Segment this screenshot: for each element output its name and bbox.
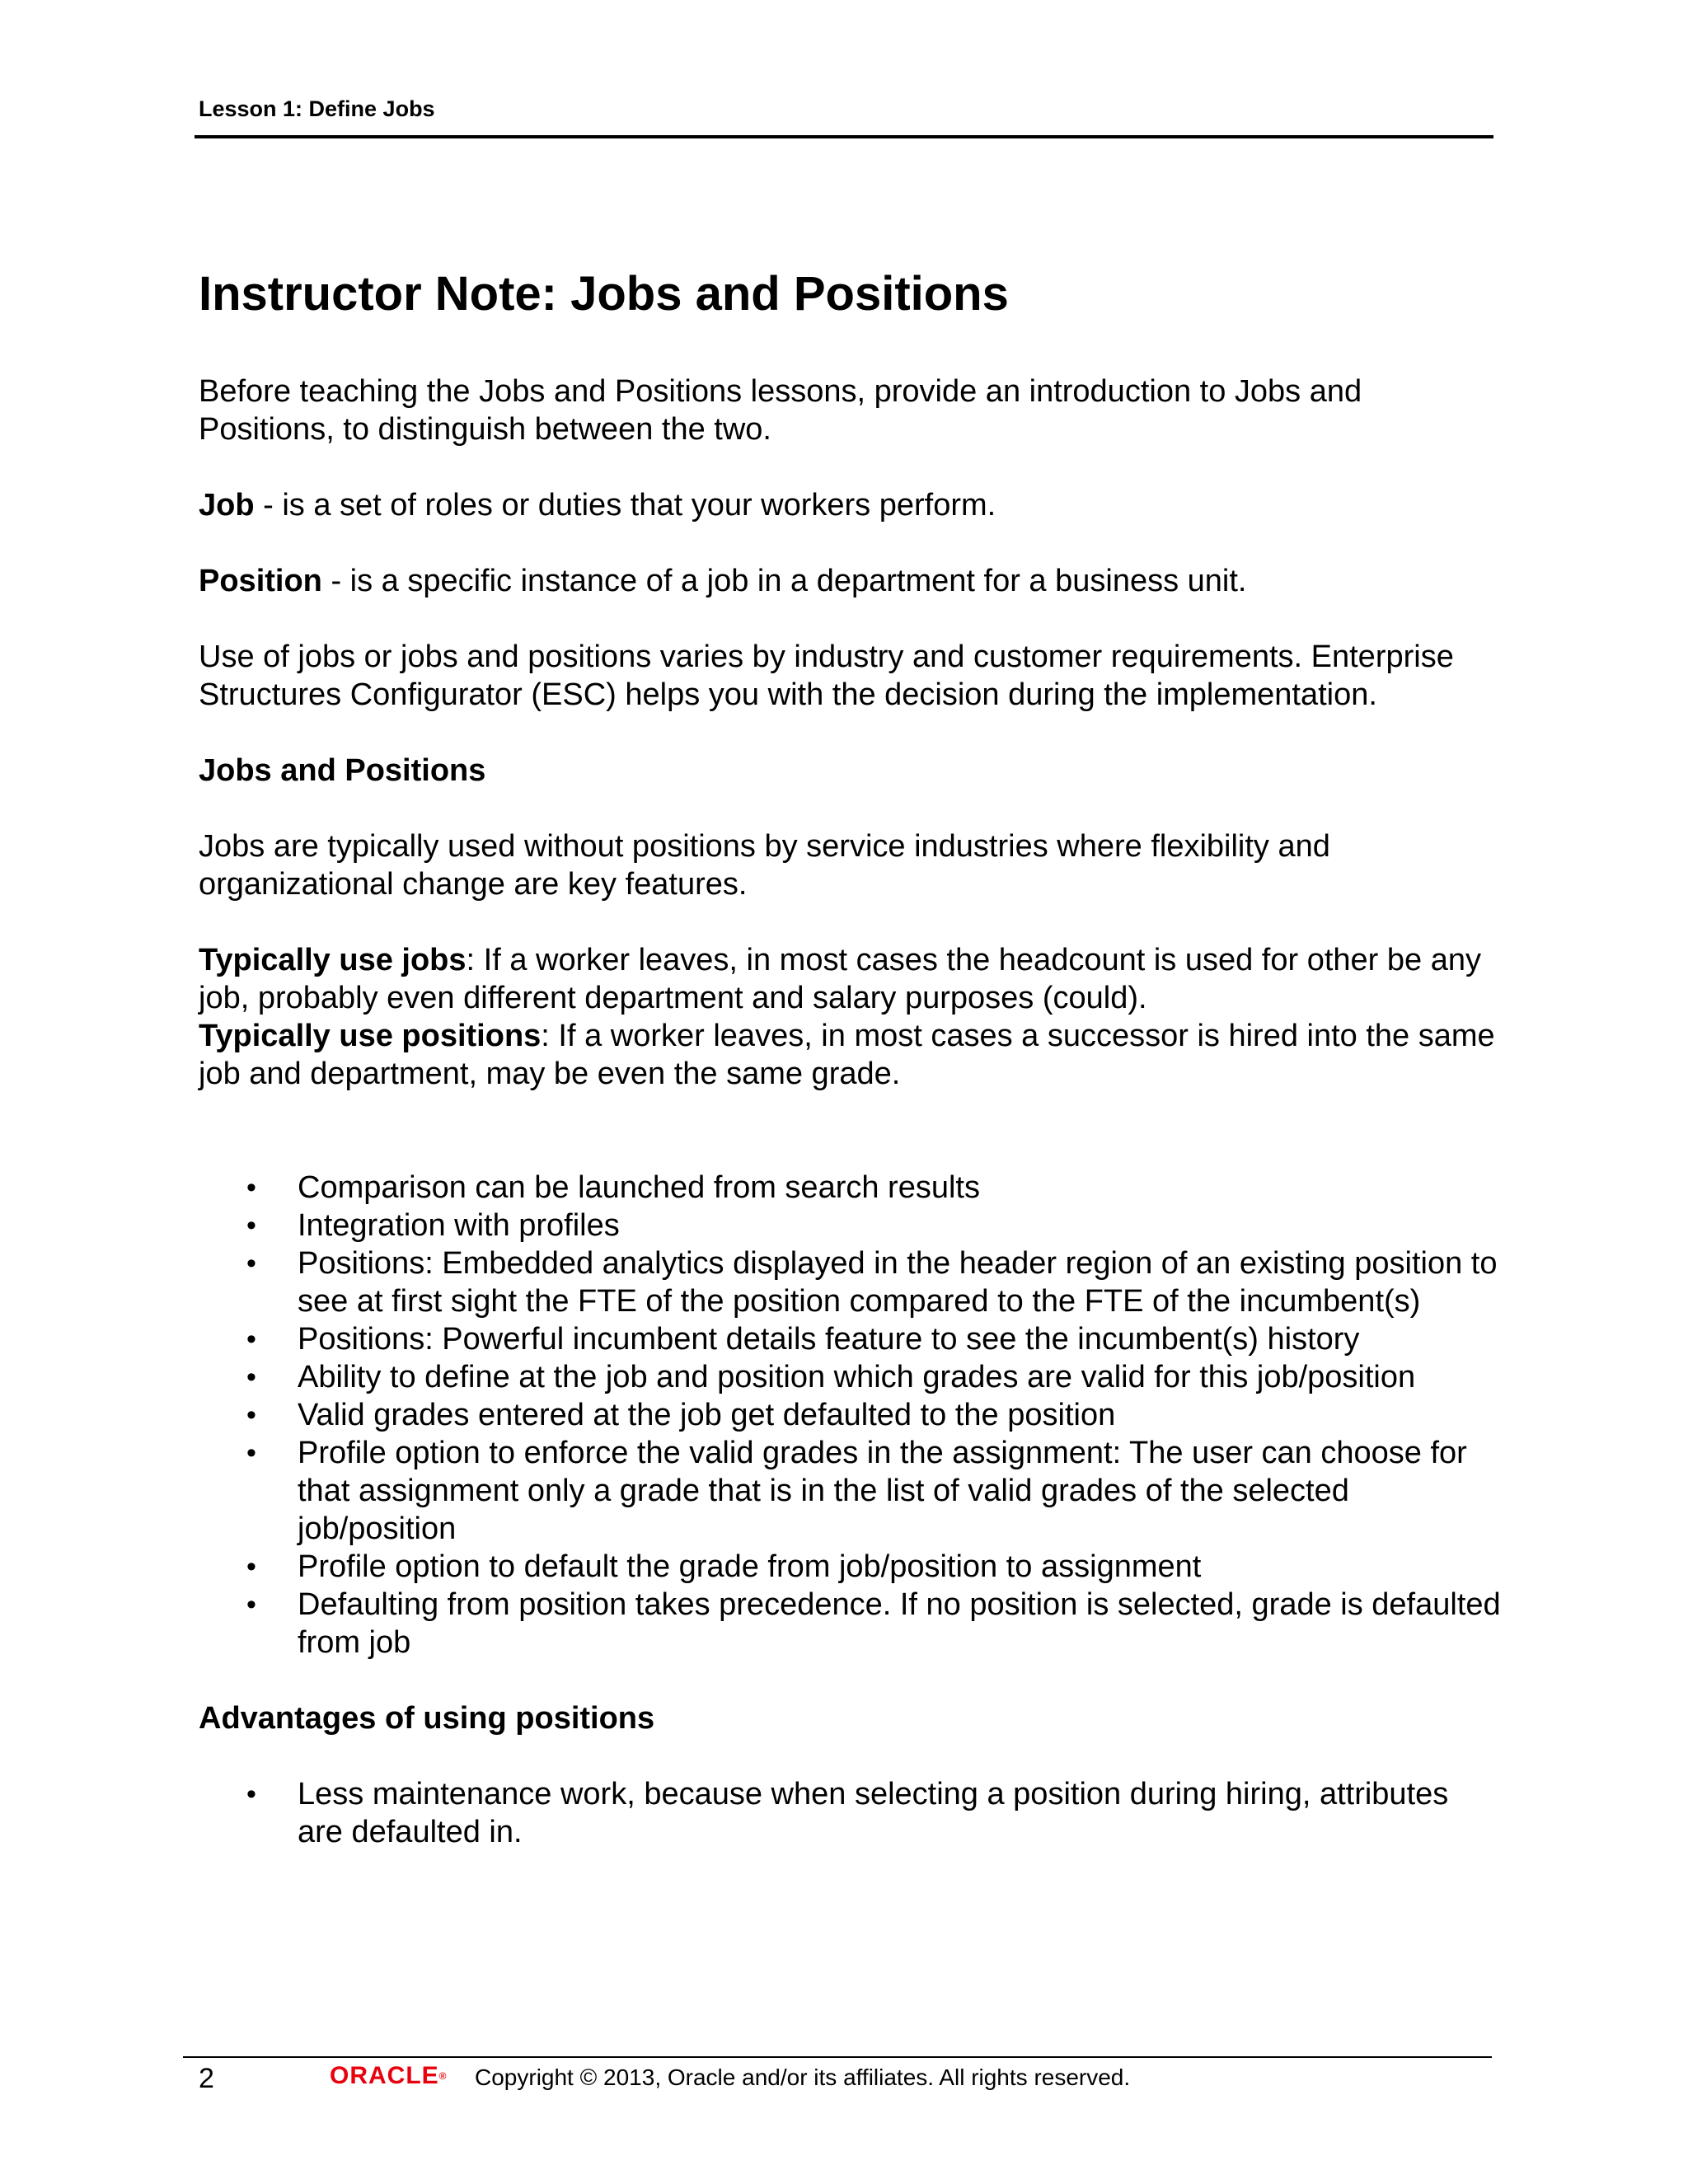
oracle-logo-text: ORACLE [330, 2062, 439, 2089]
list-item: • Valid grades entered at the job get defaulted to the position [199, 1396, 1501, 1434]
typically-use-jobs-term: Typically use jobs [199, 943, 467, 977]
job-definition [199, 486, 1501, 524]
usage-paragraph: Use of jobs or jobs and positions varies by industry and customer requirements. Enterprise Structures Configurator (ESC) helps you with the decision during the implementation. [199, 640, 1454, 712]
typically-use-positions-term: Typically use positions [199, 1019, 542, 1053]
list-item: • Positions: Powerful incumbent details feature to see the incumbent(s) history [199, 1320, 1501, 1358]
typically-use-jobs [199, 941, 1501, 1017]
position-definition-text: - is a specific instance of a job in a department for a business unit. [321, 564, 1247, 598]
jobs-paragraph: Jobs are typically used without positions by service industries where flexibility and organizational change are key features. [199, 829, 1330, 902]
list-item: • Positions: Embedded analytics displayed in the header region of an existing position to see at first sight the FTE of the position compared to the FTE of the incumbent(s) [199, 1244, 1501, 1320]
list-item: • Profile option to enforce the valid grades in the assignment: The user can choose for that assignment only a grade that is in the list of valid grades of the selected job/position [199, 1434, 1501, 1548]
lesson-header: Lesson 1: Define Jobs [199, 96, 435, 121]
list-item: • Defaulting from position takes precedence. If no position is selected, grade is defaulted from job [199, 1586, 1501, 1661]
job-term: Job [199, 488, 255, 523]
section-heading-jobs-and-positions: Jobs and Positions [199, 753, 486, 788]
position-term: Position [199, 564, 322, 598]
typically-use-positions-text: : If a worker leaves, in most cases a successor is hired into the same job and department, may be even the same grade. [199, 1019, 1495, 1091]
typically-use-jobs-text: : If a worker leaves, in most cases the headcount is used for other be any job, probably even different department and salary purposes (could). [199, 943, 1481, 1015]
copyright-notice: Copyright © 2013, Oracle and/or its affiliates. All rights reserved. [475, 2064, 1131, 2090]
page-title: Instructor Note: Jobs and Positions [199, 267, 1009, 321]
registered-mark: ® [438, 2070, 448, 2082]
oracle-logo [330, 2064, 448, 2088]
typically-use-positions [199, 1017, 1501, 1093]
advantages-bullet-list [199, 1775, 1501, 1851]
list-item: • Ability to define at the job and position which grades are valid for this job/position [199, 1358, 1501, 1396]
footer-divider [183, 2056, 1492, 2058]
header-divider [195, 135, 1493, 138]
list-item: • Integration with profiles [199, 1207, 1501, 1244]
section-heading-advantages: Advantages of using positions [199, 1701, 655, 1736]
list-item: • Less maintenance work, because when selecting a position during hiring, attributes are defaulted in. [199, 1775, 1501, 1851]
feature-bullet-list [199, 1169, 1501, 1661]
list-item: • Profile option to default the grade from job/position to assignment [199, 1548, 1501, 1586]
job-definition-text: - is a set of roles or duties that your workers perform. [254, 488, 996, 523]
page-number: 2 [199, 2063, 214, 2094]
spacer [199, 1131, 1501, 1169]
position-definition [199, 562, 1501, 600]
list-item: • Comparison can be launched from search results [199, 1169, 1501, 1207]
main-content [199, 265, 1501, 1889]
intro-paragraph: Before teaching the Jobs and Positions lessons, provide an introduction to Jobs and Positions, to distinguish between the two. [199, 374, 1362, 447]
